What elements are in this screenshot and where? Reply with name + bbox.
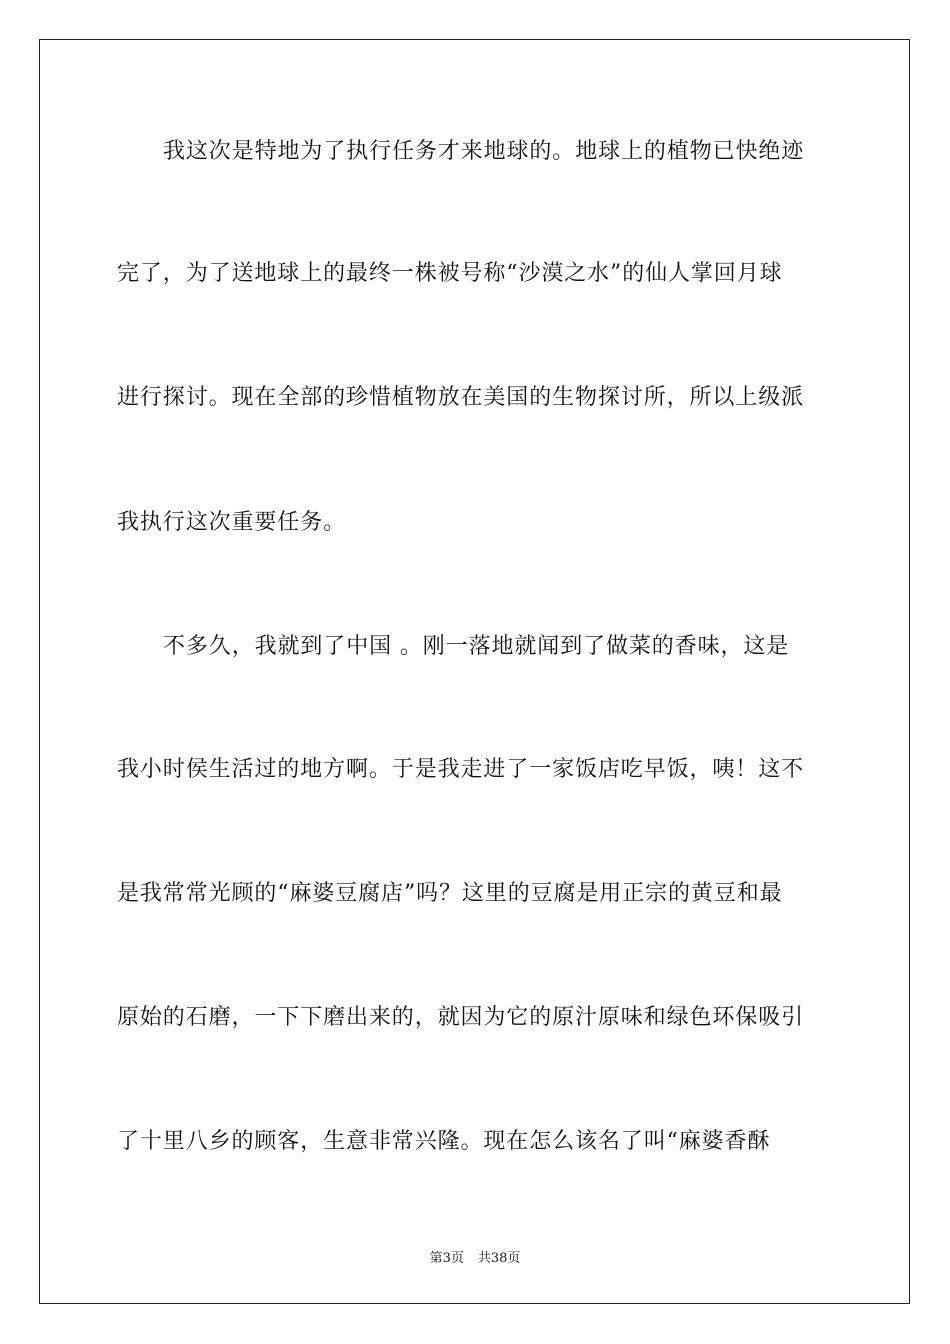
- text-line: 了十里八乡的顾客，生意非常兴隆。现在怎么该名了叫“麻婆香酥: [117, 1129, 771, 1154]
- text-line: 我这次是特地为了执行任务才来地球的。地球上的植物已快绝迹: [163, 139, 805, 164]
- page-footer: [0, 1247, 950, 1266]
- text-line: 不多久，我就到了中国 。刚一落地就闻到了做菜的香味，这是: [163, 634, 790, 659]
- page-number: 第3页: [429, 1251, 464, 1266]
- text-line: 是我常常光顾的“麻婆豆腐店”吗？这里的豆腐是用正宗的黄豆和最: [117, 881, 783, 906]
- text-line: 进行探讨。现在全部的珍惜植物放在美国的生物探讨所，所以上级派: [117, 385, 805, 410]
- page-border: [39, 39, 910, 1304]
- text-line: 我小时侯生活过的地方啊。于是我走进了一家饭店吃早饭，咦！这不: [117, 757, 805, 782]
- page-total: 共38页: [477, 1251, 521, 1266]
- text-line: 我执行这次重要任务。: [117, 510, 347, 535]
- text-line: 原始的石磨，一下下磨出来的，就因为它的原汁原味和绿色环保吸引: [117, 1005, 805, 1030]
- text-line: 完了，为了送地球上的最终一株被号称“沙漠之水”的仙人掌回月球: [117, 261, 783, 286]
